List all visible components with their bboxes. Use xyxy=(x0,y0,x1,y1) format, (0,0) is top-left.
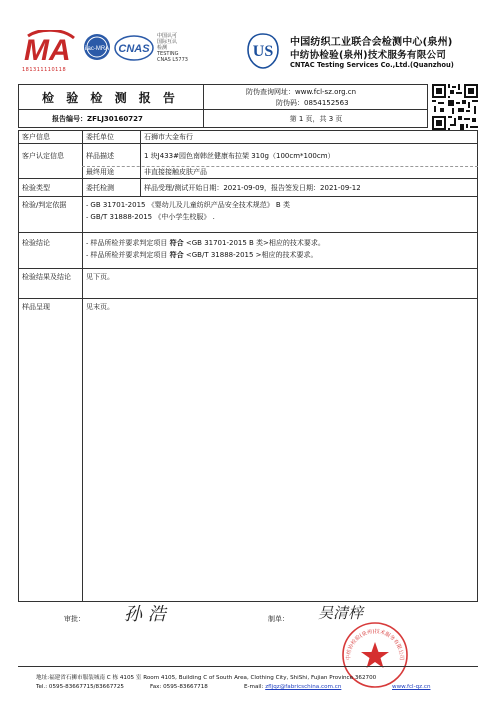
cnas-line: 中国认可 xyxy=(157,33,178,39)
ilac-mra-label: ilac-MRA xyxy=(84,46,110,52)
footer-fax: Fax: 0595-83667718 xyxy=(150,684,208,690)
anti-fake-code-row xyxy=(276,98,349,108)
cma-logo xyxy=(22,30,78,68)
anti-fake-code-label: 防伪码： xyxy=(276,99,304,107)
sample-desc-value: 1 块J433#园色南韩丝健康布拉架 310g（100cm*100cm） xyxy=(144,152,335,160)
cnas-line: 国际互认 xyxy=(157,39,178,45)
footer-website-link[interactable]: www.fcl-qz.cn xyxy=(392,684,431,690)
sub-column-divider xyxy=(140,130,141,196)
anti-fake-box xyxy=(204,85,428,110)
maker-signature: 吴清梓 xyxy=(318,604,364,622)
sample-photo-label: 样品呈现 xyxy=(22,303,50,311)
row-divider xyxy=(18,268,478,269)
result-label: 检验结果及结论 xyxy=(22,273,71,281)
qr-code[interactable] xyxy=(432,84,478,130)
review-signature: 孙 浩 xyxy=(124,604,166,625)
sample-desc-sub-label: 样品描述 xyxy=(86,152,114,160)
footer-email-row xyxy=(244,684,341,690)
report-number-label: 报告编号： xyxy=(52,115,87,123)
row-divider xyxy=(18,298,478,299)
anti-fake-web-row xyxy=(246,87,356,97)
end-use-sub-label: 最终用途 xyxy=(86,168,114,176)
conclusion-label: 检验结论 xyxy=(22,239,50,247)
cma-number: 181311110118 xyxy=(22,67,67,73)
org-name-cn-2: 中纺协检验(泉州)技术服务有限公司 xyxy=(290,50,447,61)
client-value: 石狮市大金布行 xyxy=(144,133,193,141)
page-info: 第 1 页，共 3 页 xyxy=(289,115,343,123)
footer-divider xyxy=(18,666,478,667)
cnas-line: 检测 xyxy=(157,45,168,51)
conclusion-line: - 样品所检并要求判定项目 符合 <GB/T 31888-2015 >相应的技术要求。 xyxy=(86,251,318,259)
sample-photo-value: 见末页。 xyxy=(86,303,114,311)
sub-row-divider xyxy=(82,166,478,167)
maker-label: 制单： xyxy=(268,615,289,623)
cnas-line: CNAS L5773 xyxy=(157,57,188,63)
basis-line: - GB/T 31888-2015 《中小学生校服》 . xyxy=(86,213,215,221)
basis-line: - GB 31701-2015 《婴幼儿及儿童纺织产品安全技术规范》 B 类 xyxy=(86,201,290,209)
svg-text:MA: MA xyxy=(24,34,71,67)
row-divider xyxy=(18,178,478,179)
test-type-label: 检验类型 xyxy=(22,184,50,192)
footer-email-label: E-mail: xyxy=(244,684,266,690)
footer-address: 地址:福建省石狮市服装城南 C 栋 4105 室 Room 4105, Building C of South Area, Clothing City, ShiShi, Fujian Province 362700 xyxy=(36,675,377,681)
test-type-value: 样品受理/测试开始日期：2021-09-09，报告签发日期：2021-09-12 xyxy=(144,184,361,192)
row-divider xyxy=(18,196,478,197)
report-title: 检 验 检 测 报 告 xyxy=(18,85,204,110)
anti-fake-web-label: 防伪查询网址： xyxy=(246,88,295,96)
report-number-row xyxy=(18,110,204,128)
row-divider xyxy=(18,232,478,233)
review-label: 审批： xyxy=(64,615,85,623)
client-sub-label: 委托单位 xyxy=(86,133,114,141)
basis-label: 检验/判定依据 xyxy=(22,201,67,209)
footer-tel: Tel.: 0595-83667715/83667725 xyxy=(36,684,124,690)
cntac-logo xyxy=(246,32,280,70)
org-name-cn-1: 中国纺织工业联合会检测中心(泉州) xyxy=(290,37,453,48)
footer-email-link[interactable]: zfljqz@fabricschina.com.cn xyxy=(265,684,342,690)
cnas-label: CNAS xyxy=(118,43,150,55)
row-divider xyxy=(18,143,478,144)
sample-info-label: 客户认定信息 xyxy=(22,152,64,160)
client-label: 客户信息 xyxy=(22,133,50,141)
test-type-sub-label: 委托检测 xyxy=(86,184,114,192)
org-name-en: CNTAC Testing Services Co.,Ltd.(Quanzhou) xyxy=(290,61,454,69)
cnas-logo xyxy=(114,33,154,63)
report-number: ZFLJ30160727 xyxy=(87,115,143,123)
anti-fake-web[interactable]: www.fcl-sz.org.cn xyxy=(295,88,357,96)
column-divider xyxy=(82,130,83,602)
cnas-info xyxy=(157,33,188,63)
conclusion-line: - 样品所检并要求判定项目 符合 <GB 31701-2015 B 类>相应的技术要求。 xyxy=(86,239,325,247)
cnas-line: TESTING xyxy=(157,51,179,57)
anti-fake-code: 0854152563 xyxy=(304,99,349,107)
svg-text:US: US xyxy=(252,43,274,60)
svg-text:中纺协检验(泉州)技术服务有限公司: 中纺协检验(泉州)技术服务有限公司 xyxy=(345,628,405,661)
end-use-value: 非直接接触皮肤产品 xyxy=(144,168,207,176)
ilac-mra-logo xyxy=(82,32,112,62)
result-value: 见下页。 xyxy=(86,273,114,281)
